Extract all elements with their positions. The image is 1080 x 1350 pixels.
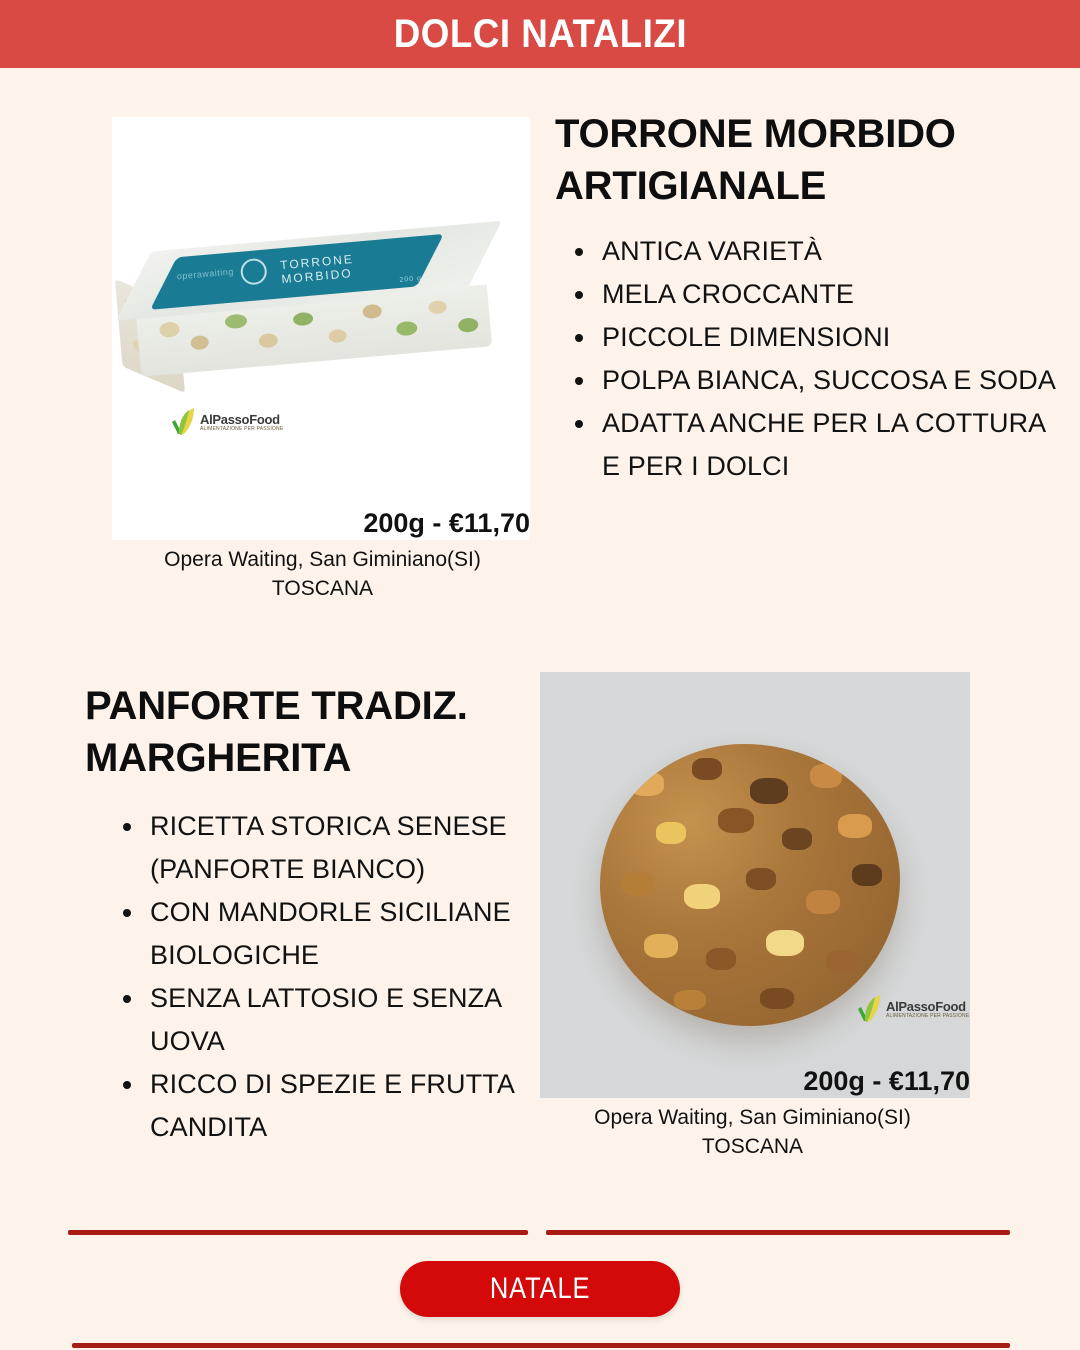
watermark-logo-product-1 xyxy=(170,407,283,437)
product-1-origin-line-2: TOSCANA xyxy=(271,577,374,600)
watermark-name: AlPassoFood xyxy=(200,411,280,427)
watermark-subtitle: ALIMENTAZIONE PER PASSIONE xyxy=(886,1012,970,1019)
divider-left xyxy=(68,1230,528,1235)
list-item: • RICETTA STORICA SENESE (PANFORTE BIANCO) xyxy=(146,805,566,891)
product-2-origin-line-2: TOSCANA xyxy=(701,1135,804,1158)
natale-badge[interactable] xyxy=(400,1261,680,1317)
list-item: • MELA CROCCANTE xyxy=(598,273,1058,316)
torrone-label-name: TORRONE MORBIDO xyxy=(279,251,355,287)
leaf-check-icon xyxy=(856,994,882,1024)
product-2-title: PANFORTE TRADIZ. MARGHERITA xyxy=(85,684,468,780)
torrone-label-weight: 200 g xyxy=(399,275,423,284)
product-2-price: 200g - €11,70 xyxy=(803,1066,970,1096)
watermark-name: AlPassoFood xyxy=(886,998,966,1014)
list-item: • PICCOLE DIMENSIONI xyxy=(598,316,1058,359)
divider-right xyxy=(546,1230,1010,1235)
watermark-logo-product-2 xyxy=(856,994,969,1024)
product-1-photo xyxy=(112,117,530,540)
product-1-price: 200g - €11,70 xyxy=(363,508,530,538)
product-1-feature-list xyxy=(560,230,1058,488)
divider-bottom xyxy=(72,1343,1010,1348)
list-item: • CON MANDORLE SICILIANE BIOLOGICHE xyxy=(146,891,566,977)
torrone-label-brand: operawaiting xyxy=(176,266,235,282)
panforte-illustration xyxy=(600,744,900,1026)
product-1-title: TORRONE MORBIDO ARTIGIANALE xyxy=(555,112,956,208)
list-item: • ANTICA VARIETÀ xyxy=(598,230,1058,273)
watermark-subtitle: ALIMENTAZIONE PER PASSIONE xyxy=(200,425,284,432)
watermark-text xyxy=(886,1000,969,1019)
watermark-text xyxy=(200,413,283,432)
brand-circle-icon xyxy=(240,258,268,286)
page-title: DOLCI NATALIZI xyxy=(393,11,687,56)
natale-badge-label: NATALE xyxy=(489,1272,591,1305)
list-item: • POLPA BIANCA, SUCCOSA E SODA xyxy=(598,359,1058,402)
product-1-origin-line-1: Opera Waiting, San Giminiano(SI) xyxy=(164,548,481,571)
product-2-photo xyxy=(540,672,970,1098)
list-item: • RICCO DI SPEZIE E FRUTTA CANDITA xyxy=(146,1063,566,1149)
header-banner xyxy=(0,0,1080,68)
product-2-origin-line-1: Opera Waiting, San Giminiano(SI) xyxy=(594,1106,911,1129)
product-2-feature-list xyxy=(108,805,566,1149)
torrone-bar-illustration xyxy=(113,220,530,484)
list-item: • ADATTA ANCHE PER LA COTTURA E PER I DOLCI xyxy=(598,402,1058,488)
leaf-check-icon xyxy=(170,407,196,437)
list-item: • SENZA LATTOSIO E SENZA UOVA xyxy=(146,977,566,1063)
